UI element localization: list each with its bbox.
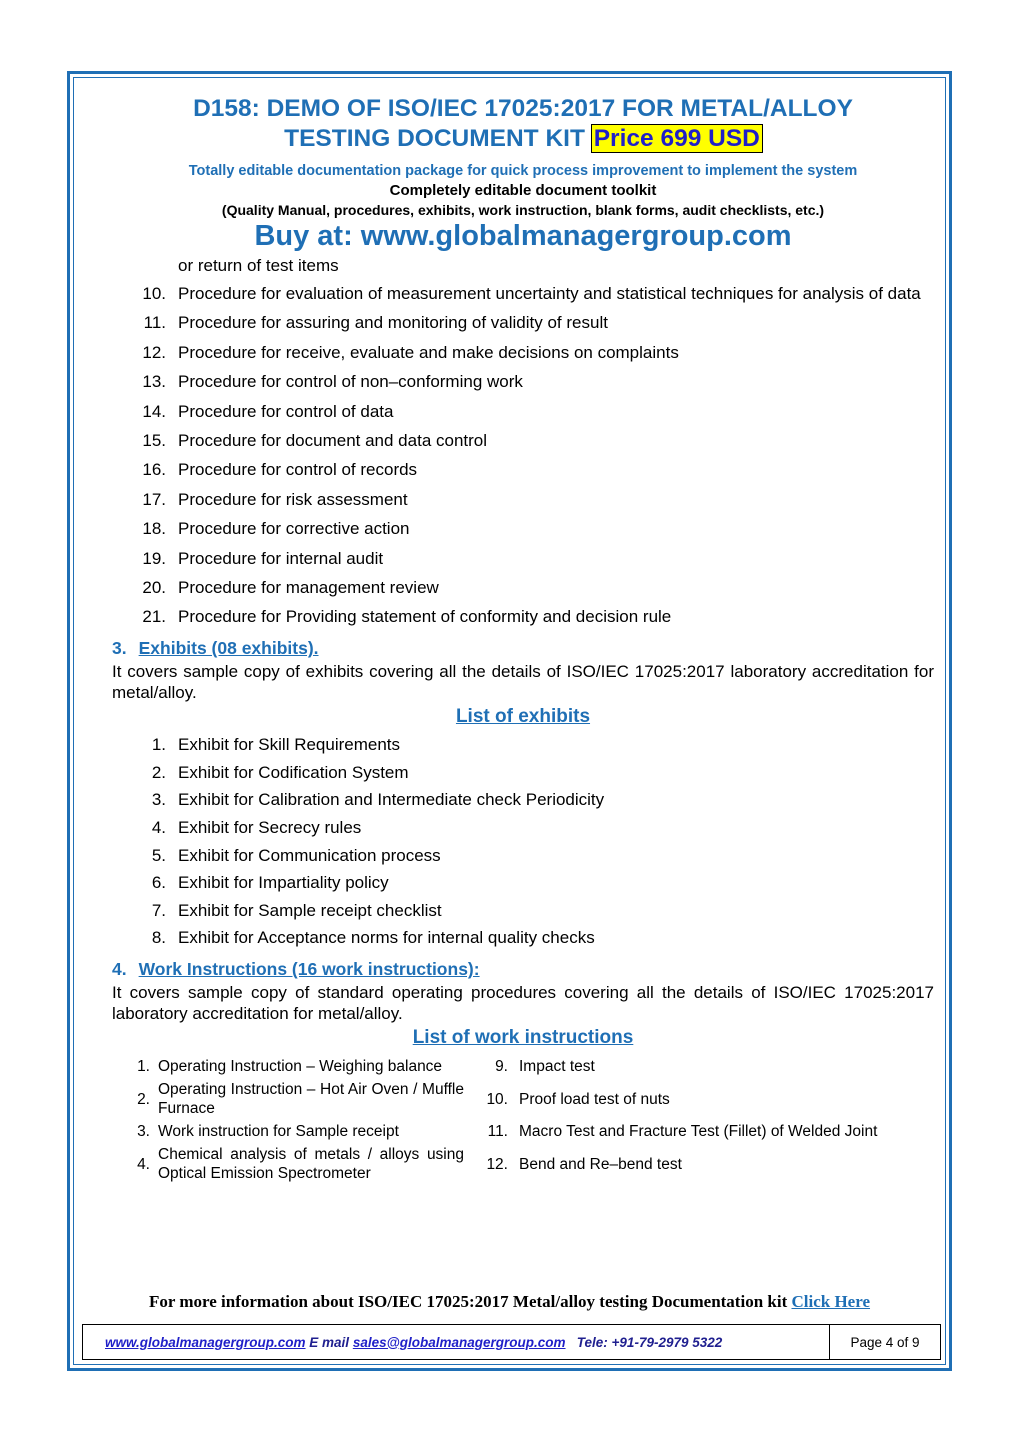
- list-item-text: Procedure for corrective action: [178, 519, 410, 539]
- table-row: [112, 1143, 934, 1185]
- list-item-number: 2.: [151, 762, 166, 782]
- page-content: [112, 90, 934, 1185]
- list-item-text: Exhibit for Secrecy rules: [178, 818, 362, 838]
- work-instructions-description: It covers sample copy of standard operating procedures covering all the details of ISO/IEC 17025:2017 laboratory accreditation for metal/alloy.: [112, 983, 934, 1024]
- title-line-2: [112, 124, 934, 154]
- list-item-number: 19.: [142, 548, 166, 568]
- list-item-number: 6.: [151, 873, 166, 893]
- list-item: [112, 401, 934, 423]
- procedure-list: [112, 283, 934, 628]
- table-row: [112, 1055, 934, 1078]
- list-item-text: Procedure for internal audit: [178, 548, 384, 568]
- list-item-number: 21.: [142, 607, 166, 627]
- list-item: [112, 548, 934, 570]
- list-item-number: 8.: [151, 928, 166, 948]
- list-item-number: 5.: [151, 845, 166, 865]
- work-instructions-table: [112, 1055, 934, 1185]
- table-cell-number: 10.: [486, 1090, 508, 1108]
- table-cell-number: 9.: [495, 1058, 508, 1076]
- list-item-text: Exhibit for Acceptance norms for internal quality checks: [178, 928, 595, 948]
- list-item-text: Procedure for document and data control: [178, 430, 488, 450]
- work-instructions-heading[interactable]: [112, 959, 934, 980]
- table-cell-number: 11.: [487, 1123, 508, 1141]
- list-item-text: Procedure for risk assessment: [178, 489, 408, 509]
- list-item-text: Procedure for evaluation of measurement uncertainty and statistical techniques for analysis of data: [178, 284, 921, 303]
- work-instructions-heading-text[interactable]: Work Instructions (16 work instructions):: [138, 959, 480, 980]
- list-item: [112, 762, 934, 784]
- list-item-number: 4.: [151, 818, 166, 838]
- list-item-number: 7.: [151, 900, 166, 920]
- list-item-number: 20.: [142, 577, 166, 597]
- list-item: [112, 789, 934, 811]
- list-item-number: 17.: [142, 489, 166, 509]
- list-item: [112, 342, 934, 364]
- subtitle-toolkit: Completely editable document toolkit: [389, 182, 657, 199]
- page-number: Page 4 of 9: [829, 1325, 940, 1359]
- document-title: [112, 94, 934, 154]
- list-item-text: Exhibit for Codification System: [178, 762, 409, 782]
- work-instructions-list-title[interactable]: List of work instructions: [412, 1027, 634, 1049]
- table-cell-number: 2.: [137, 1090, 150, 1108]
- table-cell-number: 3.: [137, 1123, 150, 1141]
- exhibit-list: [112, 734, 934, 949]
- list-item: [112, 430, 934, 452]
- tagline: Totally editable documentation package for quick process improvement to implement the system: [188, 163, 858, 179]
- procedure-continuation: or return of test items: [178, 256, 339, 275]
- list-item-text: Exhibit for Communication process: [178, 845, 441, 865]
- exhibits-list-title[interactable]: List of exhibits: [455, 706, 591, 728]
- list-item-number: 10.: [142, 284, 166, 303]
- list-item: [112, 283, 934, 305]
- list-item: [112, 518, 934, 540]
- list-item: [112, 900, 934, 922]
- exhibits-heading[interactable]: [112, 638, 934, 659]
- table-cell-text: Operating Instruction – Hot Air Oven / Muffle Furnace: [158, 1081, 464, 1118]
- table-cell-text: Chemical analysis of metals / alloys using Optical Emission Spectrometer: [158, 1146, 464, 1183]
- exhibits-heading-text[interactable]: Exhibits (08 exhibits).: [138, 638, 319, 659]
- list-item-text: Procedure for control of non–conforming work: [178, 372, 523, 392]
- list-item-text: Exhibit for Calibration and Intermediate check Periodicity: [178, 790, 605, 810]
- list-item-text: Procedure for control of data: [178, 401, 394, 421]
- list-item-number: 1.: [151, 735, 166, 755]
- list-item-text: Exhibit for Sample receipt checklist: [178, 900, 442, 920]
- list-item-number: 13.: [142, 372, 166, 392]
- table-cell-number: 1.: [137, 1058, 150, 1076]
- list-item-number: 11.: [143, 313, 166, 333]
- more-info-text: For more information about ISO/IEC 17025:2017 Metal/alloy testing Documentation kit: [148, 1292, 792, 1311]
- list-item-text: Procedure for Providing statement of conformity and decision rule: [178, 607, 672, 627]
- list-item: [112, 845, 934, 867]
- table-cell-text: Work instruction for Sample receipt: [158, 1123, 399, 1141]
- table-cell-text: Impact test: [519, 1058, 595, 1076]
- list-item-number: 16.: [142, 460, 166, 480]
- footer-contact: [83, 1335, 829, 1350]
- table-cell-text: Proof load test of nuts: [519, 1090, 670, 1108]
- price-badge: Price 699 USD: [593, 125, 760, 152]
- list-item: [112, 817, 934, 839]
- footer: [82, 1324, 941, 1360]
- list-item-number: 12.: [142, 342, 166, 362]
- list-item: [112, 734, 934, 756]
- list-item-text: Exhibit for Impartiality policy: [178, 873, 389, 893]
- table-cell-text: Operating Instruction – Weighing balance: [158, 1058, 443, 1076]
- click-here-link[interactable]: Click Here: [791, 1292, 871, 1311]
- title-line-2-text: TESTING DOCUMENT KIT: [284, 125, 592, 152]
- list-item: [112, 312, 934, 334]
- footer-website-link[interactable]: www.globalmanagergroup.com: [105, 1334, 306, 1350]
- buy-link[interactable]: Buy at: www.globalmanagergroup.com: [254, 220, 792, 252]
- list-item-text: Procedure for assuring and monitoring of validity of result: [178, 313, 608, 333]
- list-item-number: 14.: [142, 401, 166, 421]
- list-item: [112, 606, 934, 628]
- list-item-number: 18.: [142, 519, 166, 539]
- list-item-number: 3.: [151, 790, 166, 810]
- table-cell-number: 4.: [137, 1155, 150, 1173]
- table-row: [112, 1078, 934, 1120]
- subtitle-contents: (Quality Manual, procedures, exhibits, work instruction, blank forms, audit checklists, etc.): [221, 202, 825, 218]
- list-item-text: Procedure for receive, evaluate and make decisions on complaints: [178, 342, 679, 362]
- list-item: [112, 371, 934, 393]
- table-cell-text: Macro Test and Fracture Test (Fillet) of Welded Joint: [519, 1123, 878, 1141]
- title-line-1: D158: DEMO OF ISO/IEC 17025:2017 FOR METAL/ALLOY: [193, 95, 853, 122]
- table-row: [112, 1120, 934, 1143]
- exhibits-description: It covers sample copy of exhibits covering all the details of ISO/IEC 17025:2017 laboratory accreditation for metal/alloy.: [112, 662, 934, 703]
- list-item: [112, 577, 934, 599]
- list-item: [112, 489, 934, 511]
- table-cell-text: Bend and Re–bend test: [519, 1155, 682, 1173]
- list-item: [112, 459, 934, 481]
- list-item-number: 15.: [142, 430, 166, 450]
- list-item-text: Procedure for management review: [178, 577, 439, 597]
- footer-phone: Tele: +91-79-2979 5322: [565, 1334, 723, 1350]
- list-item: [112, 872, 934, 894]
- footer-email-link[interactable]: sales@globalmanagergroup.com: [352, 1334, 566, 1350]
- list-item-text: Procedure for control of records: [178, 460, 418, 480]
- table-cell-number: 12.: [486, 1155, 508, 1173]
- list-item: [112, 927, 934, 949]
- footer-email-label: E mail: [305, 1334, 353, 1350]
- work-instructions-heading-number: 4.: [112, 959, 127, 980]
- list-item-text: Exhibit for Skill Requirements: [178, 735, 401, 755]
- more-info: [73, 1292, 946, 1312]
- exhibits-heading-number: 3.: [112, 638, 127, 659]
